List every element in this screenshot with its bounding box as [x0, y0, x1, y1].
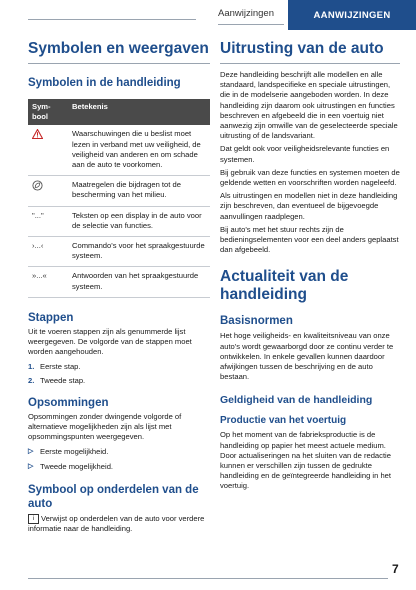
step-number: 1. [28, 362, 35, 372]
table-row [28, 237, 210, 267]
environment-leaf-icon [32, 180, 43, 191]
paragraph-opsommingen: Opsommingen zonder dwingende volgorde of alternatieve mogelijkheden zijn als lijst met opsommingspunten weergegeven. [28, 411, 182, 442]
warning-triangle-icon [32, 129, 43, 139]
section-title-actualiteit: Actualiteit van de handleiding [220, 268, 349, 304]
manual-book-icon: i [28, 514, 39, 524]
options-list [28, 447, 210, 471]
list-item [28, 462, 210, 472]
left-column [28, 40, 210, 534]
table-row [28, 125, 210, 175]
heading-geldigheid: Geldigheid van de handleiding [220, 394, 373, 407]
step-text: Tweede stap. [40, 375, 86, 385]
header-rule-left [28, 18, 196, 20]
table-header-symbool: Sym- bool [28, 99, 68, 125]
symbol-cell: »...« [28, 267, 68, 297]
header-section-label: Aanwijzingen [218, 8, 274, 19]
subtitle-symbolen-handleiding: Symbolen in de handleiding [28, 77, 181, 89]
paragraph: Als uitrustingen en modellen niet in deze handleiding zijn beschreven, dan eventueel de bijgevoegde aanvullingen raadplegen. [220, 191, 398, 221]
bullet-triangle-icon: ▷ [28, 462, 34, 470]
section-title-symbolen: Symbolen en weergaven [28, 40, 210, 64]
meaning-cell: Maatregelen die bijdragen tot de bescherming van het milieu. [68, 176, 210, 206]
symbol-cell [28, 125, 68, 175]
paragraph-basisnormen: Het hoge veiligheids- en kwaliteitsniveau van onze auto's wordt gewaarborgd door ze continu verder te ontwikkelen. In enkele gevallen kunnen daardoor afwijkingen tussen de beschrijving en de auto bestaan. [220, 331, 394, 382]
list-item [28, 447, 210, 457]
bullet-triangle-icon: ▷ [28, 448, 34, 456]
option-text: Tweede mogelijkheid. [40, 461, 114, 471]
right-column [220, 40, 400, 492]
heading-productie: Productie van het voertuig [220, 415, 347, 427]
symbol-cell: "..." [28, 206, 68, 236]
heading-opsommingen: Opsommingen [28, 396, 109, 409]
heading-symbool-onderdelen: Symbool op onderdelen van de auto [28, 483, 199, 510]
table-header-betekenis: Betekenis [68, 99, 210, 125]
table-row [28, 206, 210, 236]
heading-basisnormen: Basisnormen [220, 315, 293, 328]
paragraph: Bij auto's met het stuur rechts zijn de bedieningselementen voor een deel anders geplaatst dan afgebeeld. [220, 224, 399, 255]
step-text: Eerste stap. [40, 362, 81, 372]
symbool-text: Verwijst op onderdelen van de auto voor verdere informatie naar de handleiding. [28, 513, 205, 534]
symbol-cell: ›...‹ [28, 237, 68, 267]
footer-rule [28, 578, 388, 579]
uitrusting-body [220, 70, 400, 255]
paragraph-stappen: Uit te voeren stappen zijn als genummerde lijst weergegeven. De volgorde van de stappen moet worden aangehouden. [28, 326, 192, 357]
table-row [28, 267, 210, 297]
option-text: Eerste mogelijkheid. [40, 447, 109, 457]
meaning-cell: Teksten op een display in de auto voor de selectie van functies. [68, 206, 210, 236]
meaning-cell: Antwoorden van het spraakgestuurde systeem. [68, 267, 210, 297]
heading-stappen: Stappen [28, 311, 74, 324]
page-number: 7 [392, 562, 399, 576]
list-item [28, 376, 210, 386]
section-title-uitrusting: Uitrusting van de auto [220, 40, 400, 64]
header-rule-right [218, 24, 284, 25]
symbol-table [28, 99, 210, 298]
meaning-cell: Waarschuwingen die u beslist moet lezen in verband met uw veiligheid, de veiligheid van anderen en om schade aan de auto te voorkomen. [68, 125, 210, 175]
table-row [28, 176, 210, 206]
paragraph: Deze handleiding beschrijft alle modellen en alle standaard, landspecifieke en speciale uitrustingen, die in de modelserie aangeboden worden. In deze handleiding zijn daarom ook uitrustingen en functies beschreven en afgebeeld die in een voertuig niet aanwezig zijn omwille van de geselecteerde speciale uitrusting of de landsvariant. [220, 70, 398, 141]
paragraph-productie: Op het moment van de fabrieksproductie is de handleiding op papier het meest actuele medium. Door actualiseringen na het sluiten van de redactie kunnen er verschillen zijn tussen de gedrukte handleiding en de geïntegreerde handleiding in het voertuig. [220, 430, 392, 491]
meaning-cell: Commando's voor het spraakgestuurde systeem. [68, 237, 210, 267]
steps-list [28, 362, 210, 385]
header-chapter-tab: AANWIJZINGEN [288, 0, 416, 30]
paragraph: Dat geldt ook voor veiligheidsrelevante functies en systemen. [220, 144, 390, 164]
paragraph-symbool-onderdelen [28, 514, 210, 534]
step-number: 2. [28, 375, 35, 385]
paragraph: Bij gebruik van deze functies en systemen moeten de geldende wetten en voorschriften worden nageleefd. [220, 167, 400, 188]
symbol-cell [28, 176, 68, 206]
list-item [28, 362, 210, 372]
